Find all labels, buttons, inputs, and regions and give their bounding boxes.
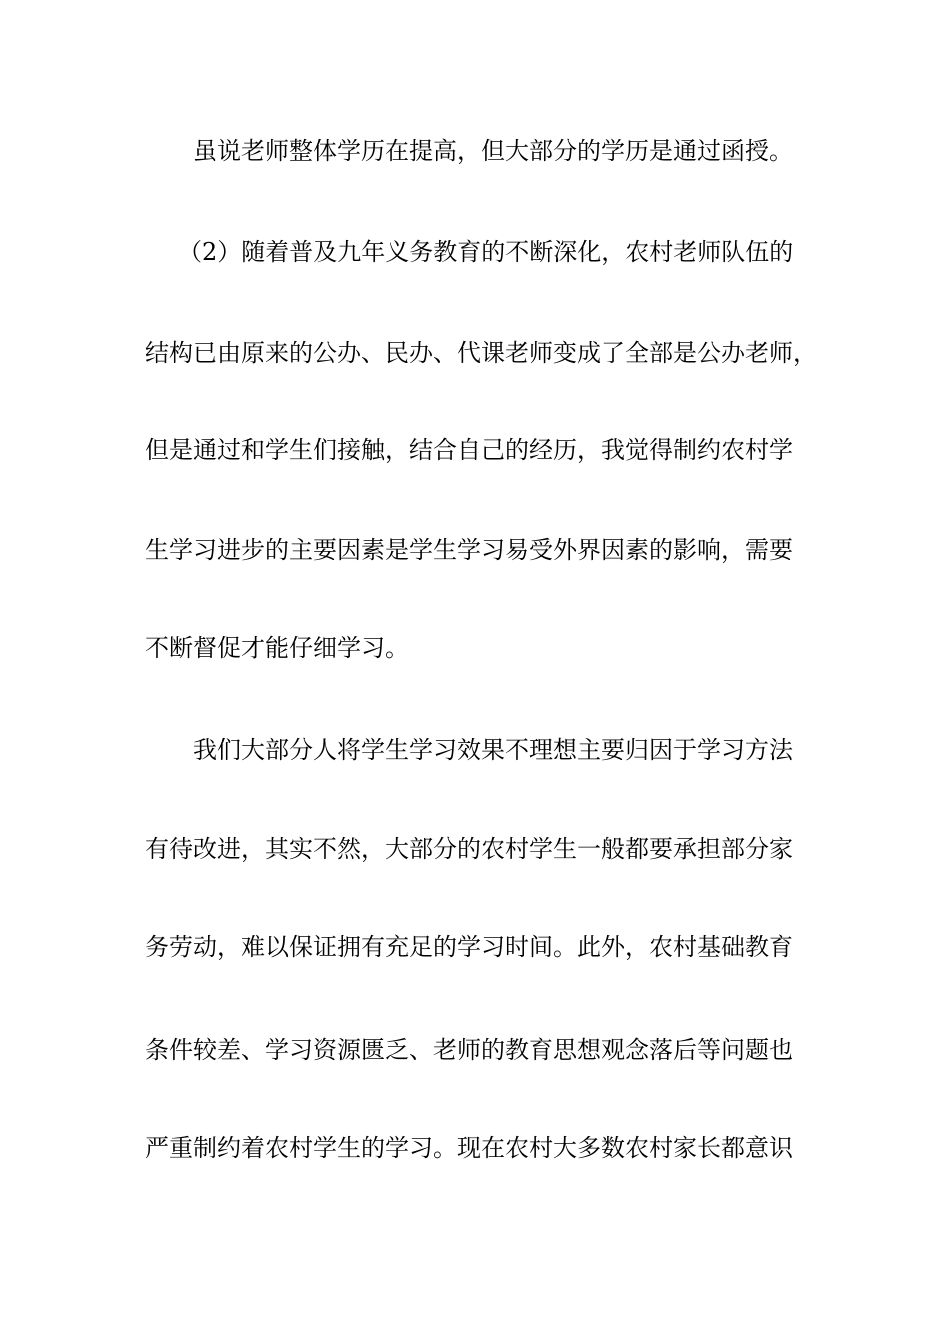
text-line-5: 生学习进步的主要因素是学生学习易受外界因素的影响，需要 bbox=[145, 536, 793, 564]
text-line-3: 结构已由原来的公办、民办、代课老师变成了全部是公办老师， bbox=[145, 339, 817, 367]
text-line-11: 严重制约着农村学生的学习。现在农村大多数农村家长都意识 bbox=[145, 1134, 793, 1162]
text-line-8: 有待改进，其实不然，大部分的农村学生一般都要承担部分家 bbox=[145, 835, 793, 863]
text-line-9: 务劳动，难以保证拥有充足的学习时间。此外，农村基础教育 bbox=[145, 933, 793, 961]
text-line-7: 我们大部分人将学生学习效果不理想主要归因于学习方法 bbox=[193, 736, 793, 764]
text-line-2: （2）随着普及九年义务教育的不断深化，农村老师队伍的 bbox=[178, 238, 794, 266]
text-line-10: 条件较差、学习资源匮乏、老师的教育思想观念落后等问题也 bbox=[145, 1036, 793, 1064]
text-line-4: 但是通过和学生们接触，结合自己的经历，我觉得制约农村学 bbox=[145, 436, 793, 464]
text-line-6: 不断督促才能仔细学习。 bbox=[145, 634, 409, 662]
text-line-1: 虽说老师整体学历在提高，但大部分的学历是通过函授。 bbox=[193, 137, 793, 165]
